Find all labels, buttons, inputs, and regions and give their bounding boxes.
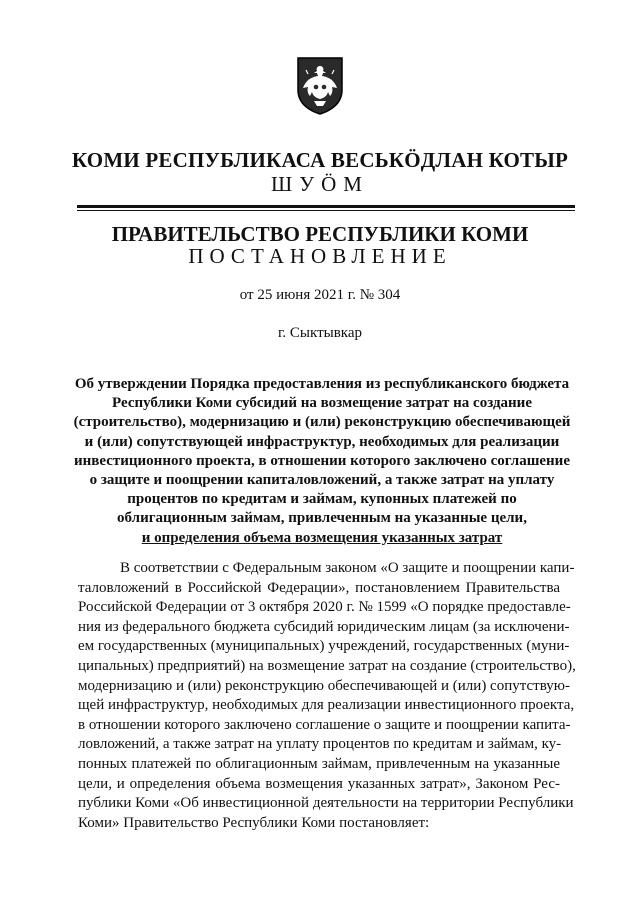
body-line: понных платежей по облигационным займам, привлеченным на указанные (78, 755, 560, 772)
government-title: ПРАВИТЕЛЬСТВО РЕСПУБЛИКИ КОМИ (111, 222, 529, 246)
body-line: ем государственных (муниципальных) учреждений, государственных (муни- (78, 638, 570, 655)
subject-line: Об утверждении Порядка предоставления из республиканского бюджета (74, 376, 570, 392)
body-line: модернизацию и (или) реконструкцию обеспечивающей и (или) сопутствую- (78, 677, 570, 694)
preamble-paragraph (78, 559, 576, 833)
header-divider-thin (77, 210, 575, 211)
komi-coat-of-arms-icon (296, 56, 344, 116)
city: г. Сыктывкар (277, 325, 363, 341)
body-line: публики Коми «Об инвестиционной деятельности на территории Республики (78, 795, 574, 812)
subject-line: и (или) сопутствующей инфраструктур, необходимых для реализации (84, 433, 560, 450)
subject-line-underlined: и определения объема возмещения указанных затрат (141, 529, 503, 546)
resolution-word: ПОСТАНОВЛЕНИЕ (188, 244, 452, 268)
komi-resolution-word: ШУӦМ (271, 172, 369, 196)
header-divider-thick (77, 205, 575, 208)
subject-line: (строительство), модернизацию и (или) реконструкцию обеспечивающей (73, 414, 571, 431)
body-line: Коми» Правительство Республики Коми постановляет: (78, 814, 430, 831)
body-line: Российской Федерации от 3 октября 2020 г. № 1599 «О порядке предоставле- (78, 599, 571, 616)
date-and-number: от 25 июня 2021 г. № 304 (239, 287, 401, 303)
body-line: ловложений, а также затрат на уплату процентов по кредитам и займам, ку- (78, 736, 562, 753)
subject-line: инвестиционного проекта, в отношении которого заключено соглашение (74, 452, 570, 469)
subject-line: облигационным займам, привлеченным на указанные цели, (117, 510, 527, 527)
komi-government-title: КОМИ РЕСПУБЛИКАСА ВЕСЬКӦДЛАН КОТЫР (71, 148, 569, 172)
body-line: ния из федерального бюджета субсидий юридическим лицам (за исключени- (78, 618, 570, 635)
body-line: ципальных) предприятий) на возмещение затрат на создание (строительство), (78, 657, 576, 674)
subject-line: процентов по кредитам и займам, купонных платежей по (127, 491, 517, 508)
body-line: цели, и определения объема возмещения указанных затрат», Законом Рес- (78, 775, 560, 792)
body-line: в отношении которого заключено соглашение о защите и поощрении капита- (78, 716, 571, 733)
resolution-subject (72, 375, 572, 548)
subject-line: Республики Коми субсидий на возмещение затрат на создание (112, 395, 532, 412)
body-line: В соответствии с Федеральным законом «О защите и поощрении капи- (120, 560, 575, 576)
subject-line: о защите и поощрении капиталовложений, а также затрат на уплату (89, 472, 555, 489)
body-line: щей инфраструктур, необходимых для реализации инвестиционного проекта, (78, 697, 575, 714)
body-line: таловложений в Российской Федерации», постановлением Правительства (78, 579, 560, 596)
